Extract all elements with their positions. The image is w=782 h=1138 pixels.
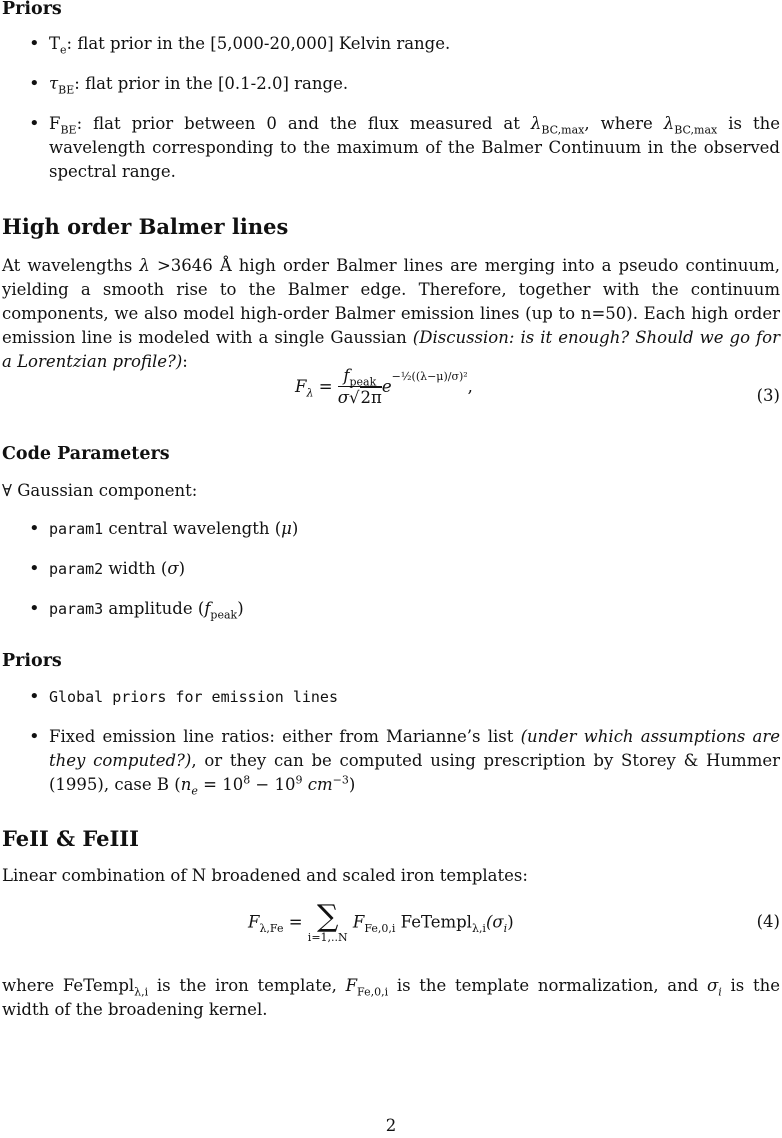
prior-tau: • $\tau_{BE}$: flat prior in the [0.1-2.0] range. [2,72,780,96]
param-item: • param1 central wavelength (μ) [2,517,780,541]
fe-intro: Linear combination of N broadened and scaled iron templates: [2,866,528,885]
equation-number: (4) [756,912,780,931]
fe-heading: FeII & FeIII [2,826,139,851]
priors2-list [2,685,780,797]
equation-4: $F_{\lambda,Fe}$ = ∑ i=1,..N $F_{Fe,0,i}$ $FeTempl_{\lambda,i}(\sigma_i)$ (4) [248,899,780,944]
equation-3: $F_\lambda$ = $\frac{f_{peak}}{\sigma√2\pi}$ $e^{-\frac{1}{2}((\lambda-\mu)/\sigma)^2}$, (3) [295,366,780,407]
priors2-heading: Priors [2,651,62,671]
priors-list [2,32,780,184]
fe-where-paragraph: where FeTempl$_{\lambda,i}$ is the iron template, $F_{Fe,0,i}$ is the template normalization, and $\sigma_i$ is the width of the broadening kernel. [2,976,781,1019]
prior-global: • Global priors for emission lines [2,685,780,709]
param-list [2,517,780,621]
prior-ratios: • Fixed emission line ratios: either from Marianne’s list (under which assumptions are they computed?), or they can be computed using prescription by Storey & Hummer (1995), case B ($n_e = 10^8 - 10^9$ $cm^{-3}$) [2,725,780,797]
prior-fbe: • $F_{BE}$: flat prior between 0 and the flux measured at $\lambda_{BC,max}$, where $\lambda_{BC,max}$ is the wavelength corresponding to the maximum of the Balmer Continuum in the observed spectral range. [2,112,780,184]
page-number: 2 [385,1116,397,1135]
code-params-intro: ∀ Gaussian component: [2,481,198,500]
gaussian-fraction: $\frac{f_{peak}}{\sigma√2\pi}$ [337,366,382,407]
prior-te: • $T_e$: flat prior in the [5,000-20,000] Kelvin range. [2,32,780,56]
balmer-paragraph: At wavelengths λ >3646 Å high order Balmer lines are merging into a pseudo continuum, yielding a smooth rise to the Balmer edge. Therefore, together with the continuum components, we also model high-order Balmer emission lines (up to n=50). Each high order emission line is modeled with a single Gaussian (Discussion: is it enough? Should we go for a Lorentzian profile?): [2,256,781,371]
equation-number: (3) [756,386,780,405]
priors-heading: Priors [2,0,62,19]
code-params-heading: Code Parameters [2,444,170,464]
param-item: • param2 width (σ) [2,557,780,581]
summation: ∑ i=1,..N [307,899,348,944]
balmer-heading: High order Balmer lines [2,214,289,239]
param-item: • param3 amplitude $(f_{peak})$ [2,597,780,621]
